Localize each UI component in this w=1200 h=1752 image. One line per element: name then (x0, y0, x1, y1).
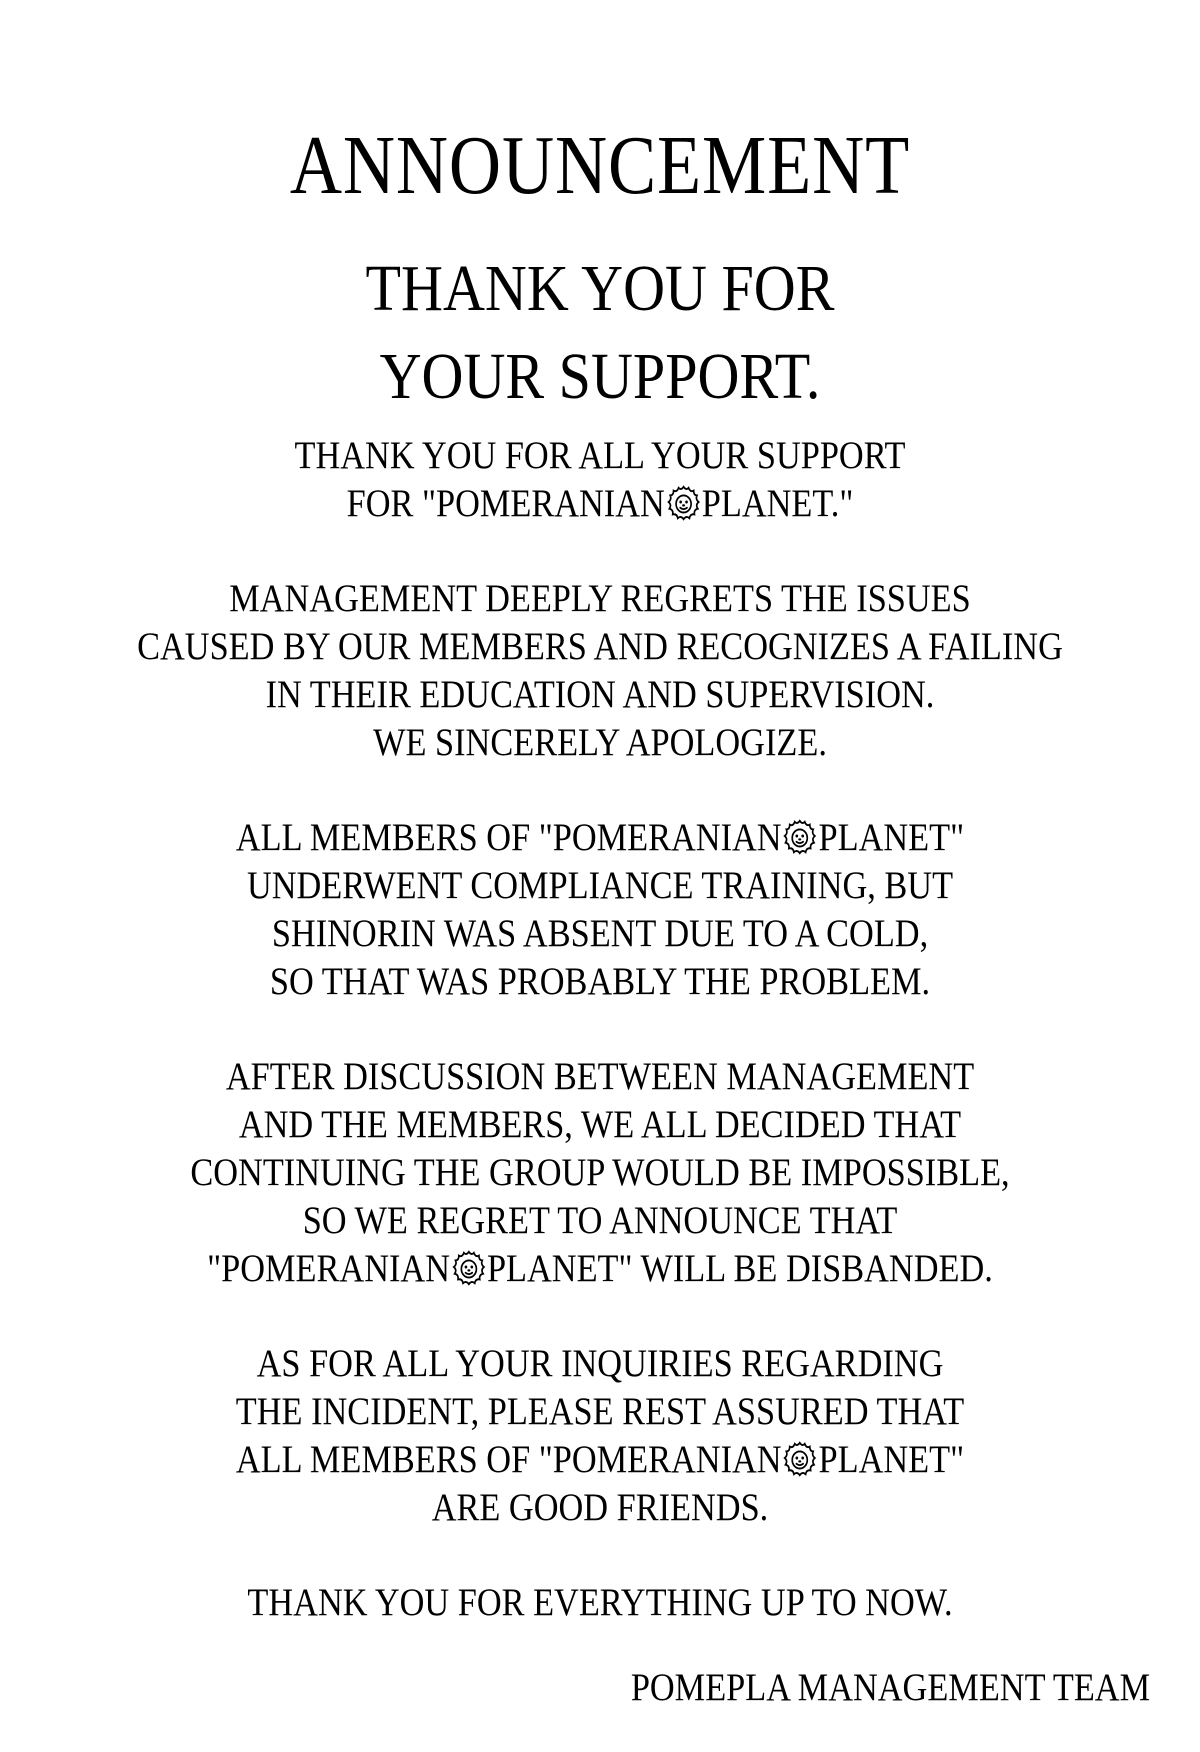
text-line (72, 671, 1128, 719)
text-segment: THE INCIDENT, PLEASE REST ASSURED THAT (235, 1390, 965, 1433)
text-segment: AS FOR ALL YOUR INQUIRIES REGARDING (256, 1342, 944, 1385)
pomeranian-face-icon (783, 1440, 816, 1478)
text-segment: SO WE REGRET TO ANNOUNCE THAT (302, 1199, 898, 1242)
paragraph (72, 575, 1128, 767)
text-line (72, 480, 1128, 528)
text-line (72, 719, 1128, 767)
text-segment: THANK YOU FOR EVERYTHING UP TO NOW. (247, 1581, 953, 1624)
pomeranian-face-icon (783, 818, 816, 856)
text-line (72, 1340, 1128, 1388)
paragraph (72, 1579, 1128, 1627)
text-line (72, 814, 1128, 862)
text-line (72, 623, 1128, 671)
text-line (72, 432, 1128, 480)
announcement-title: ANNOUNCEMENT (289, 119, 911, 212)
text-segment: MANAGEMENT DEEPLY REGRETS THE ISSUES (229, 577, 971, 620)
text-segment: WE SINCERELY APOLOGIZE. (373, 721, 827, 764)
announcement-body (72, 432, 1128, 1674)
text-segment: PLANET" (818, 816, 965, 859)
text-line (72, 1436, 1128, 1484)
signature: POMEPLA MANAGEMENT TEAM (630, 1666, 1150, 1709)
text-line (72, 1053, 1128, 1101)
text-segment: CONTINUING THE GROUP WOULD BE IMPOSSIBLE, (190, 1151, 1010, 1194)
text-segment: SHINORIN WAS ABSENT DUE TO A COLD, (271, 912, 929, 955)
text-segment: SO THAT WAS PROBABLY THE PROBLEM. (269, 960, 931, 1003)
text-line (72, 1149, 1128, 1197)
text-segment: AND THE MEMBERS, WE ALL DECIDED THAT (238, 1103, 962, 1146)
text-segment: ARE GOOD FRIENDS. (431, 1486, 769, 1529)
text-line (72, 575, 1128, 623)
text-segment: UNDERWENT COMPLIANCE TRAINING, BUT (246, 864, 954, 907)
paragraph (72, 814, 1128, 1006)
pomeranian-face-icon (667, 484, 700, 522)
text-line (72, 910, 1128, 958)
text-segment: FOR "POMERANIAN (346, 482, 665, 525)
text-line (72, 862, 1128, 910)
text-segment: AFTER DISCUSSION BETWEEN MANAGEMENT (225, 1055, 975, 1098)
announcement-subtitle (72, 245, 1128, 421)
text-line (72, 1388, 1128, 1436)
text-line (72, 1579, 1128, 1627)
text-segment: ALL MEMBERS OF "POMERANIAN (235, 1438, 782, 1481)
text-line (72, 958, 1128, 1006)
text-line (72, 1101, 1128, 1149)
paragraph (72, 432, 1128, 528)
subtitle-line: THANK YOU FOR (365, 252, 835, 325)
paragraph (72, 1053, 1128, 1293)
text-line (72, 1245, 1128, 1293)
text-segment: ALL MEMBERS OF "POMERANIAN (235, 816, 782, 859)
text-segment: IN THEIR EDUCATION AND SUPERVISION. (265, 673, 935, 716)
text-segment: CAUSED BY OUR MEMBERS AND RECOGNIZES A FAILING (137, 625, 1063, 668)
text-segment: PLANET" (818, 1438, 965, 1481)
subtitle-line: YOUR SUPPORT. (379, 340, 821, 413)
text-line (72, 1484, 1128, 1532)
text-segment: THANK YOU FOR ALL YOUR SUPPORT (294, 434, 906, 477)
paragraph (72, 1340, 1128, 1532)
text-line (72, 1197, 1128, 1245)
text-segment: PLANET." (701, 482, 854, 525)
pomeranian-face-icon (452, 1249, 485, 1287)
text-segment: PLANET" WILL BE DISBANDED. (486, 1247, 993, 1290)
text-segment: "POMERANIAN (207, 1247, 450, 1290)
